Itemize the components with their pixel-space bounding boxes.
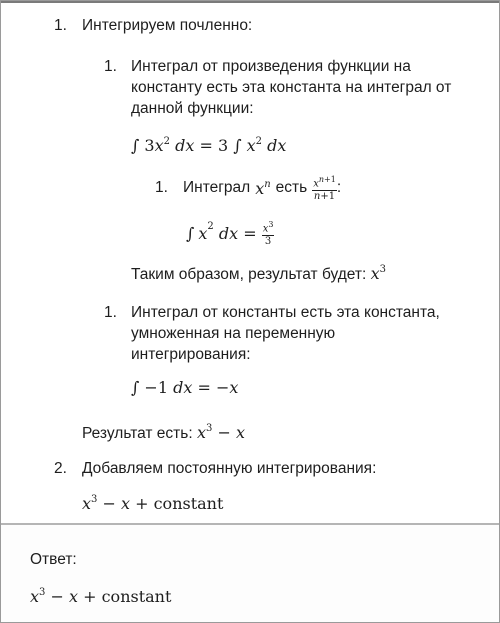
step-1-1-line-2: константу есть эта константа на интеграл от [131,79,452,96]
result-1-label: Таким образом, результат будет: [131,266,367,283]
step-1-1-1-label: Интеграл [183,179,251,196]
power-rule-fraction: $\frac{x^{n+1}}{n+1}$ [313,175,336,202]
step-1-1-line-1: Интеграл от произведения функции на [131,58,411,75]
answer-label: Ответ: [30,551,77,568]
step-1-text: Интегрируем почленно: [82,17,253,34]
result-2-value: $x^3 - x$ [196,423,245,442]
step-1-1-1-mid: есть [275,179,308,196]
result-2-label: Результат есть: [82,425,193,442]
result-1-value: $x^3$ [370,264,386,283]
formula-with-constant: $x^3 - x$ + constant [82,494,224,513]
step-2-text: Добавляем постоянную интегрирования: [82,460,377,477]
step-1-number: 1. [54,17,67,34]
step-1-1-1-number: 1. [155,179,168,196]
step-1-2-line-2: умноженная на переменную [131,325,336,342]
step-2-number: 2. [54,460,67,477]
step-1-2-number: 1. [104,304,117,321]
step-1-1-number: 1. [104,58,117,75]
formula-power-rule: ∫ x 2 dx = $\frac{x^3}{3}$ [186,220,274,247]
answer-formula: $x^3 - x$ + constant [30,587,172,606]
step-1-1-line-3: данной функции: [131,100,254,117]
step-1-2-line-3: интегрирования: [131,346,251,363]
step-1-2-line-1: Интеграл от константы есть эта константа, [131,304,440,321]
step-1-1-1-line: Интеграл $x^n$ есть $\frac{x^{n+1}}{n+1}$ : [183,175,342,202]
power-rule-term: $x^n$ [255,178,271,198]
formula-constant-integral: ∫ −1 dx = −x [131,378,239,397]
x-cubed-over-3: $\frac{x^3}{3}$ [262,220,274,247]
formula-constant-multiple: ∫ $3x^2$ dx = 3 ∫ $x^2$ dx [131,136,287,155]
